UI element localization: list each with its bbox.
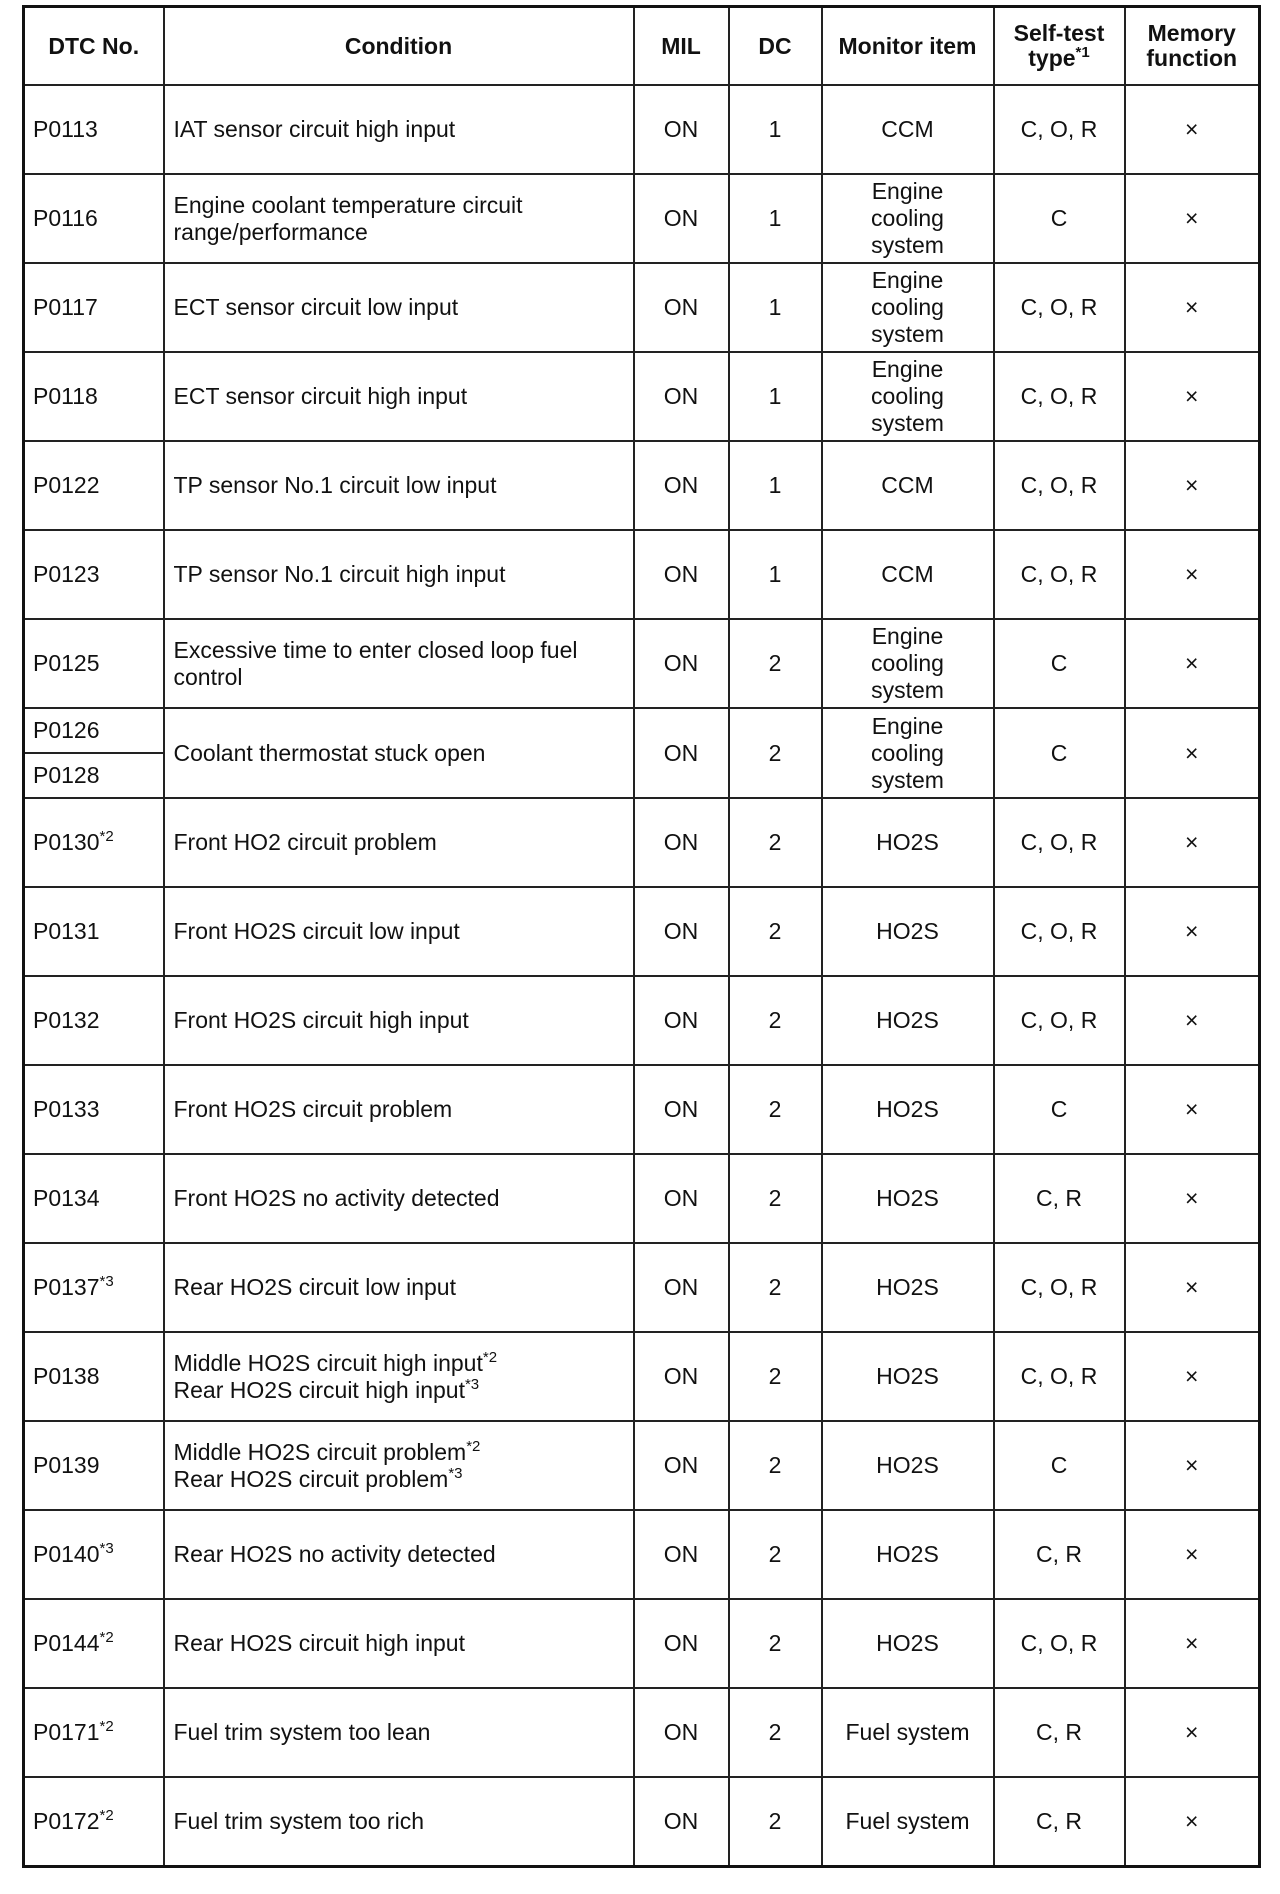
dtc-code-note: *2 [99, 1629, 114, 1646]
condition-cell [164, 174, 634, 263]
dc-cell: 1 [729, 441, 822, 530]
table-row [24, 976, 1260, 1065]
dtc-code: P0125 [33, 650, 100, 676]
memory-function-cell: × [1125, 1421, 1260, 1510]
table-row [24, 619, 1260, 708]
condition-text: TP sensor No.1 circuit low input [173, 472, 497, 498]
monitor-item-cell: CCM [822, 85, 994, 174]
memory-function-cell: × [1125, 352, 1260, 441]
condition-text: Rear HO2S circuit problem [173, 1465, 449, 1492]
dc-cell: 2 [729, 976, 822, 1065]
condition-text: Coolant thermostat stuck open [173, 739, 486, 766]
self-test-cell: C, O, R [994, 798, 1125, 887]
dtc-code-note: *3 [99, 1540, 114, 1557]
table-row [24, 1510, 1260, 1599]
dtc-code-note: *3 [99, 1273, 114, 1290]
memory-function-cell: × [1125, 887, 1260, 976]
condition-text: Front HO2 circuit problem [173, 829, 437, 855]
dc-cell: 1 [729, 263, 822, 352]
dc-cell: 2 [729, 1777, 822, 1867]
mil-cell: ON [634, 352, 729, 441]
condition-text: TP sensor No.1 circuit high input [173, 561, 506, 587]
table-row [24, 887, 1260, 976]
monitor-item-cell: HO2S [822, 798, 994, 887]
table-row [24, 530, 1260, 619]
condition-cell [164, 1154, 634, 1243]
table-row [24, 708, 1260, 798]
monitor-item-cell: Fuel system [822, 1688, 994, 1777]
mil-cell: ON [634, 1421, 729, 1510]
self-test-cell: C, O, R [994, 441, 1125, 530]
header-memory-function [1125, 7, 1260, 86]
dc-cell: 2 [729, 708, 822, 798]
memory-function-cell: × [1125, 530, 1260, 619]
dtc-code: P0134 [33, 1185, 100, 1211]
dtc-code-cell [24, 1688, 164, 1777]
dtc-code: P0118 [33, 383, 98, 409]
dtc-code: P0122 [33, 472, 100, 498]
self-test-cell: C, O, R [994, 85, 1125, 174]
table-row [24, 174, 1260, 263]
condition-text: Fuel trim system too rich [173, 1808, 424, 1834]
dtc-code-cell [24, 1065, 164, 1154]
dc-cell: 1 [729, 352, 822, 441]
self-test-cell: C, R [994, 1777, 1125, 1867]
mil-cell: ON [634, 174, 729, 263]
mil-cell: ON [634, 1599, 729, 1688]
dtc-code-cell [24, 1332, 164, 1421]
condition-cell [164, 1421, 634, 1510]
dc-cell: 2 [729, 1599, 822, 1688]
table-row [24, 1332, 1260, 1421]
dtc-code: P0123 [33, 561, 100, 587]
self-test-cell: C, O, R [994, 976, 1125, 1065]
monitor-item-cell: Engine cooling system [822, 352, 994, 441]
mil-cell: ON [634, 1688, 729, 1777]
dtc-code-cell [24, 530, 164, 619]
condition-text: Rear HO2S circuit high input [173, 1630, 465, 1656]
dtc-code-cell [24, 263, 164, 352]
mil-cell: ON [634, 1332, 729, 1421]
dc-cell: 2 [729, 1688, 822, 1777]
dtc-code: P0130 [33, 829, 100, 855]
dtc-code-cell [24, 1599, 164, 1688]
condition-note: *2 [466, 1437, 481, 1455]
memory-function-cell: × [1125, 85, 1260, 174]
dtc-code-cell [24, 85, 164, 174]
condition-cell [164, 1243, 634, 1332]
dtc-code: P0113 [33, 116, 98, 142]
memory-function-cell: × [1125, 1777, 1260, 1867]
condition-cell [164, 352, 634, 441]
memory-function-cell: × [1125, 1599, 1260, 1688]
condition-text: Rear HO2S no activity detected [173, 1541, 496, 1567]
self-test-cell: C, O, R [994, 530, 1125, 619]
table-row [24, 1065, 1260, 1154]
condition-cell [164, 976, 634, 1065]
self-test-cell: C, O, R [994, 887, 1125, 976]
dtc-code: P0172 [33, 1808, 100, 1834]
self-test-cell: C [994, 619, 1125, 708]
condition-cell [164, 708, 634, 798]
dtc-code: P0128 [33, 762, 100, 788]
dtc-code-cell [24, 174, 164, 263]
monitor-item-cell: HO2S [822, 1065, 994, 1154]
table-row [24, 1243, 1260, 1332]
dtc-code-cell [24, 441, 164, 530]
table-row [24, 352, 1260, 441]
condition-cell [164, 1065, 634, 1154]
self-test-cell: C, O, R [994, 1599, 1125, 1688]
dtc-code-cell [24, 976, 164, 1065]
mil-cell: ON [634, 441, 729, 530]
self-test-cell: C [994, 174, 1125, 263]
monitor-item-cell: HO2S [822, 1243, 994, 1332]
self-test-cell: C, O, R [994, 263, 1125, 352]
dtc-code-cell [24, 1154, 164, 1243]
memory-function-cell: × [1125, 263, 1260, 352]
header-self-test-mark: *1 [1075, 44, 1090, 61]
self-test-cell: C, O, R [994, 352, 1125, 441]
condition-cell [164, 887, 634, 976]
condition-note: *3 [464, 1375, 480, 1393]
mil-cell: ON [634, 708, 729, 798]
self-test-cell: C, O, R [994, 1243, 1125, 1332]
condition-cell [164, 1688, 634, 1777]
memory-function-cell: × [1125, 619, 1260, 708]
dc-cell: 2 [729, 619, 822, 708]
mil-cell: ON [634, 85, 729, 174]
dtc-code: P0116 [33, 205, 98, 231]
table-row [24, 441, 1260, 530]
dc-cell: 2 [729, 1332, 822, 1421]
dc-cell: 2 [729, 1421, 822, 1510]
condition-note: *2 [482, 1348, 498, 1366]
header-memory-line2: function [1146, 45, 1238, 71]
condition-text: ECT sensor circuit high input [173, 383, 468, 409]
dc-cell: 1 [729, 530, 822, 619]
table-row [24, 798, 1260, 887]
table-row [24, 1154, 1260, 1243]
condition-cell [164, 441, 634, 530]
header-condition: Condition [164, 7, 634, 86]
memory-function-cell: × [1125, 174, 1260, 263]
self-test-cell: C, R [994, 1154, 1125, 1243]
condition-cell [164, 798, 634, 887]
condition-cell [164, 1332, 634, 1421]
dc-cell: 2 [729, 887, 822, 976]
memory-function-cell: × [1125, 1332, 1260, 1421]
condition-cell [164, 1599, 634, 1688]
dtc-code: P0131 [33, 918, 100, 944]
self-test-cell: C, R [994, 1510, 1125, 1599]
table-row [24, 1421, 1260, 1510]
header-row [24, 7, 1260, 86]
condition-text: Middle HO2S circuit high input [173, 1349, 483, 1376]
dtc-code: P0117 [33, 294, 98, 320]
header-dc: DC [729, 7, 822, 86]
memory-function-cell: × [1125, 1154, 1260, 1243]
self-test-cell: C, O, R [994, 1332, 1125, 1421]
condition-cell [164, 263, 634, 352]
dtc-code: P0140 [33, 1541, 100, 1567]
dtc-code-cell [24, 1421, 164, 1510]
monitor-item-cell: Engine cooling system [822, 263, 994, 352]
dtc-code-cell [24, 1243, 164, 1332]
condition-cell [164, 530, 634, 619]
condition-text: Fuel trim system too lean [173, 1719, 431, 1745]
dtc-code: P0138 [33, 1363, 100, 1389]
self-test-cell: C [994, 708, 1125, 798]
mil-cell: ON [634, 619, 729, 708]
condition-text: Front HO2S circuit low input [173, 918, 460, 944]
self-test-cell: C, R [994, 1688, 1125, 1777]
header-self-test-type [994, 7, 1125, 86]
dtc-code-cell [24, 619, 164, 708]
dtc-code: P0137 [33, 1274, 100, 1300]
condition-text: IAT sensor circuit high input [173, 116, 456, 142]
condition-cell [164, 1777, 634, 1867]
monitor-item-cell: Engine cooling system [822, 619, 994, 708]
dtc-table-body [24, 85, 1260, 1867]
table-row [24, 85, 1260, 174]
monitor-item-cell: HO2S [822, 1332, 994, 1421]
dc-cell: 2 [729, 798, 822, 887]
memory-function-cell: × [1125, 1243, 1260, 1332]
dtc-code-cell [24, 1510, 164, 1599]
table-row [24, 1599, 1260, 1688]
dtc-code-cell [24, 887, 164, 976]
dc-cell: 2 [729, 1243, 822, 1332]
condition-cell [164, 85, 634, 174]
memory-function-cell: × [1125, 1065, 1260, 1154]
table-row [24, 1777, 1260, 1867]
monitor-item-cell: CCM [822, 530, 994, 619]
header-dtc-no: DTC No. [24, 7, 164, 86]
dc-cell: 2 [729, 1065, 822, 1154]
table-row [24, 263, 1260, 352]
monitor-item-cell: HO2S [822, 1510, 994, 1599]
mil-cell: ON [634, 1154, 729, 1243]
dtc-code: P0171 [33, 1719, 100, 1745]
condition-cell [164, 1510, 634, 1599]
memory-function-cell: × [1125, 1688, 1260, 1777]
memory-function-cell: × [1125, 708, 1260, 798]
monitor-item-cell: HO2S [822, 1599, 994, 1688]
mil-cell: ON [634, 1243, 729, 1332]
condition-note: *3 [448, 1464, 463, 1482]
header-mil: MIL [634, 7, 729, 86]
dtc-code: P0144 [33, 1630, 100, 1656]
memory-function-cell: × [1125, 1510, 1260, 1599]
condition-text: Rear HO2S circuit high input [173, 1376, 465, 1403]
condition-text: Excessive time to enter closed loop fuel control [173, 636, 578, 690]
header-monitor-item: Monitor item [822, 7, 994, 86]
mil-cell: ON [634, 1065, 729, 1154]
memory-function-cell: × [1125, 976, 1260, 1065]
table-row [24, 1688, 1260, 1777]
dtc-code-note: *2 [99, 1718, 114, 1735]
dtc-code-note: *2 [99, 828, 114, 845]
dc-cell: 1 [729, 174, 822, 263]
dc-cell: 1 [729, 85, 822, 174]
dtc-code: P0133 [33, 1096, 100, 1122]
mil-cell: ON [634, 1777, 729, 1867]
condition-text: Engine coolant temperature circuit range/performance [173, 191, 523, 245]
dtc-code-cell [24, 798, 164, 887]
header-self-test-line1: Self-test [1013, 20, 1105, 46]
monitor-item-cell: HO2S [822, 887, 994, 976]
dtc-code-cell [24, 1777, 164, 1867]
mil-cell: ON [634, 530, 729, 619]
monitor-item-cell: HO2S [822, 1154, 994, 1243]
condition-text: ECT sensor circuit low input [173, 294, 459, 320]
dtc-code: P0126 [25, 709, 163, 754]
monitor-item-cell: HO2S [822, 1421, 994, 1510]
self-test-cell: C [994, 1065, 1125, 1154]
dtc-code: P0139 [33, 1452, 100, 1478]
condition-text: Front HO2S no activity detected [173, 1185, 500, 1211]
mil-cell: ON [634, 798, 729, 887]
header-memory-line1: Memory [1147, 20, 1236, 46]
dtc-table [22, 5, 1261, 1868]
dc-cell: 2 [729, 1154, 822, 1243]
dtc-code-note: *2 [99, 1807, 114, 1824]
mil-cell: ON [634, 1510, 729, 1599]
monitor-item-cell: Engine cooling system [822, 174, 994, 263]
condition-cell [164, 619, 634, 708]
monitor-item-cell: Engine cooling system [822, 708, 994, 798]
mil-cell: ON [634, 976, 729, 1065]
monitor-item-cell: Fuel system [822, 1777, 994, 1867]
memory-function-cell: × [1125, 441, 1260, 530]
condition-text: Front HO2S circuit problem [173, 1096, 453, 1122]
dtc-code: P0132 [33, 1007, 100, 1033]
memory-function-cell: × [1125, 798, 1260, 887]
monitor-item-cell: HO2S [822, 976, 994, 1065]
dc-cell: 2 [729, 1510, 822, 1599]
mil-cell: ON [634, 887, 729, 976]
header-self-test-line2: type [1028, 45, 1076, 71]
self-test-cell: C [994, 1421, 1125, 1510]
condition-text: Rear HO2S circuit low input [173, 1274, 456, 1300]
dtc-code-cell [24, 352, 164, 441]
dtc-code-cell [24, 708, 164, 798]
mil-cell: ON [634, 263, 729, 352]
monitor-item-cell: CCM [822, 441, 994, 530]
condition-text: Front HO2S circuit high input [173, 1007, 469, 1033]
condition-text: Middle HO2S circuit problem [173, 1438, 467, 1465]
